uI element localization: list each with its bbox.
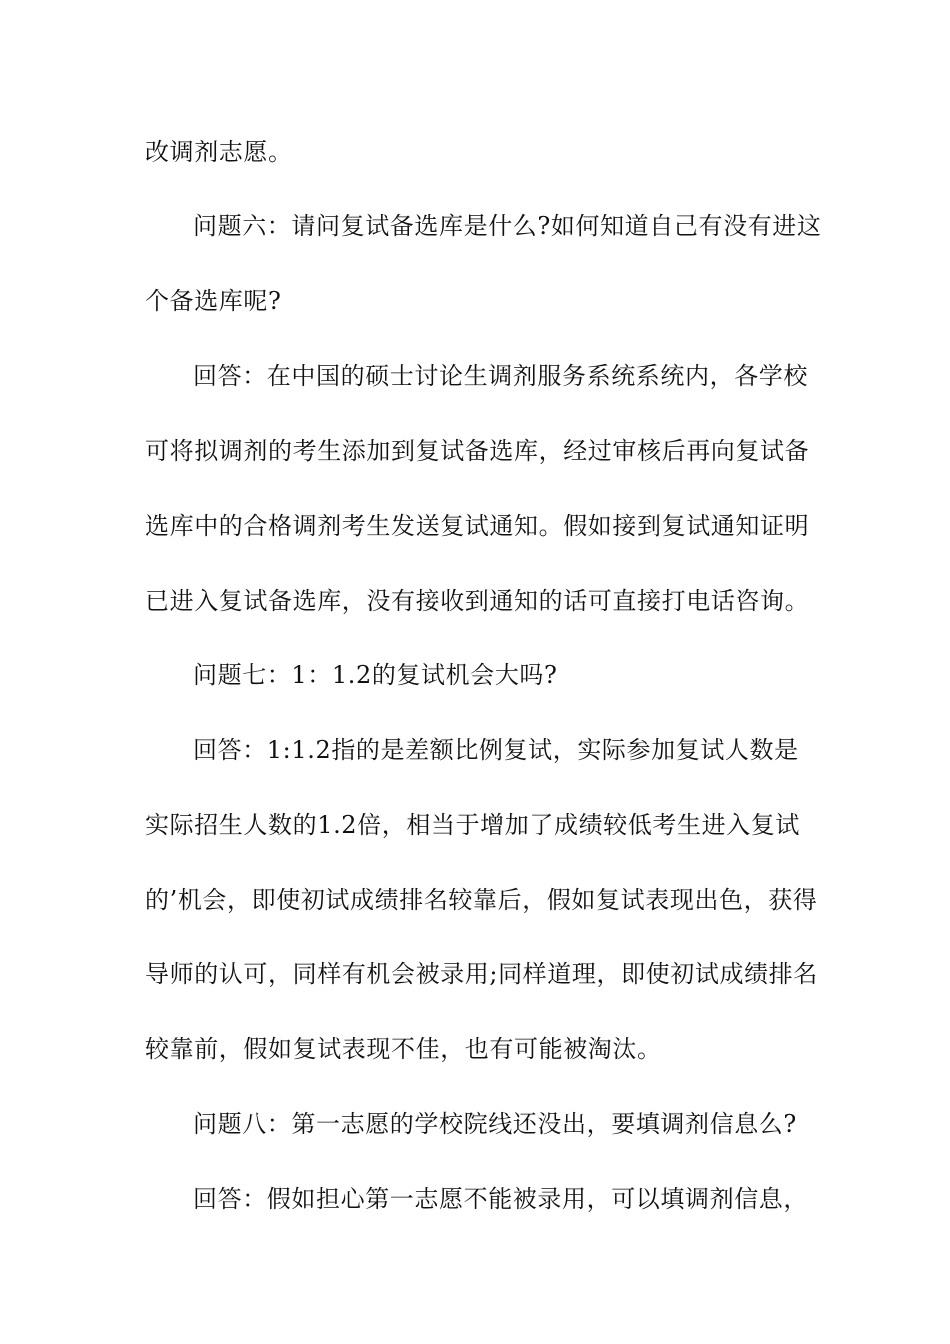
answer-7-line-3: 的’机会，即使初试成绩排名较靠后，假如复试表现出色，获得	[145, 886, 818, 914]
answer-8-line-1: 回答：假如担心第一志愿不能被录用，可以填调剂信息，	[193, 1185, 808, 1213]
answer-7-line-5: 较靠前，假如复试表现不佳，也有可能被淘汰。	[145, 1035, 662, 1063]
question-8-line-1: 问题八：第一志愿的学校院线还没出，要填调剂信息么?	[193, 1110, 797, 1138]
answer-7-line-4: 导师的认可，同样有机会被录用;同样道理，即使初试成绩排名	[145, 960, 818, 988]
answer-6-line-4: 已进入复试备选库，没有接收到通知的话可直接打电话咨询。	[145, 587, 810, 615]
answer-6-line-1: 回答：在中国的硕士讨论生调剂服务系统系统内，各学校	[193, 362, 808, 390]
answer-7-line-1: 回答：1:1.2指的是差额比例复试，实际参加复试人数是	[193, 736, 799, 764]
text-line-1: 改调剂志愿。	[145, 138, 293, 166]
answer-7-line-2: 实际招生人数的1.2倍，相当于增加了成绩较低考生进入复试	[145, 811, 800, 839]
question-6-line-2: 个备选库呢?	[145, 287, 282, 315]
answer-6-line-3: 选库中的合格调剂考生发送复试通知。假如接到复试通知证明	[145, 512, 810, 540]
question-7-line-1: 问题七：1：1.2的复试机会大吗?	[193, 661, 558, 689]
answer-6-line-2: 可将拟调剂的考生添加到复试备选库，经过审核后再向复试备	[145, 437, 810, 465]
question-6-line-1: 问题六：请问复试备选库是什么?如何知道自己有没有进这	[193, 212, 822, 240]
